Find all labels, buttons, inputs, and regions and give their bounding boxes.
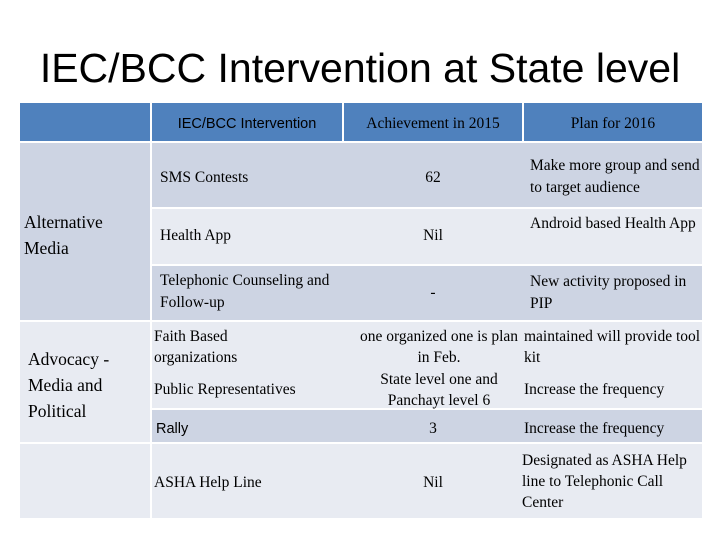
row-1-plan: Make more group and send to target audience — [530, 157, 700, 196]
row-7-plan: Designated as ASHA Help line to Telephonic Call Center — [522, 452, 687, 511]
page-title: IEC/BCC Intervention at State level — [39, 45, 681, 91]
row-3-plan: New activity proposed in PIP — [530, 273, 687, 312]
row-4-achievement: one organized one is plan in Feb. — [359, 328, 519, 366]
row-3-intervention: Telephonic Counseling and Follow-up — [160, 272, 330, 311]
group-cell-blank — [20, 444, 150, 518]
row-2-intervention: Health App — [160, 227, 232, 244]
row-6-achievement: 3 — [429, 420, 437, 437]
row-1-intervention: SMS Contests — [160, 169, 249, 186]
row-5-plan: Increase the frequency — [524, 381, 665, 398]
row-2-plan: Android based Health App — [530, 215, 696, 232]
row-2-achievement: Nil — [423, 227, 443, 244]
group-label-alternative-media: Alternative Media — [24, 212, 103, 258]
row-1-achievement: 62 — [425, 169, 441, 186]
row-4-intervention: Faith Based organizations — [154, 328, 238, 366]
row-7-achievement: Nil — [423, 474, 443, 491]
header-cell-blank — [20, 103, 150, 141]
row-6-plan: Increase the frequency — [524, 420, 665, 437]
header-plan: Plan for 2016 — [570, 115, 656, 132]
group-label-advocacy: Advocacy - Media and Political — [28, 349, 110, 421]
row-6-intervention: Rally — [156, 421, 189, 437]
row-4-plan: maintained will provide tool kit — [524, 328, 701, 366]
row-7-intervention: ASHA Help Line — [154, 474, 262, 491]
row-3-achievement: - — [430, 284, 436, 301]
header-intervention: IEC/BCC Intervention — [177, 116, 317, 132]
row-5-achievement: State level one and Panchayt level 6 — [380, 371, 498, 409]
header-achievement: Achievement in 2015 — [366, 115, 500, 132]
row-5-intervention: Public Representatives — [154, 381, 296, 398]
